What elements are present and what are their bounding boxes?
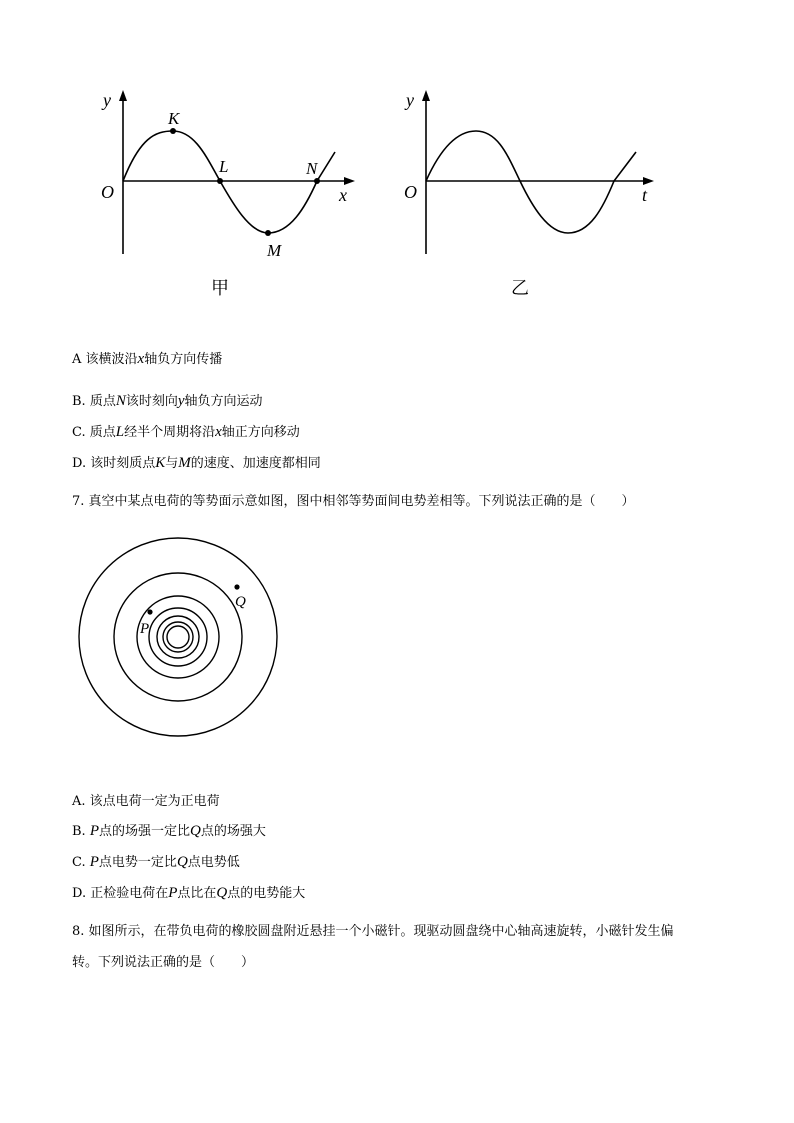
q6-option-a (72, 348, 222, 368)
point-q (234, 584, 239, 589)
q6-c-var1: L (115, 424, 125, 440)
point-k (170, 128, 176, 134)
label-n: N (306, 159, 318, 178)
q6-d-var1: K (155, 455, 166, 471)
equipotential-figure (76, 535, 281, 740)
q6-a-prefix: A 该横波沿 (72, 352, 138, 367)
label-m: M (267, 241, 282, 260)
figure-jia-wave (95, 88, 365, 303)
x-axis-arrow (344, 177, 355, 185)
q7-c-prefix: C. (72, 855, 90, 870)
q7-d-suffix: 点的电势能大 (227, 886, 306, 901)
label-x: x (339, 185, 347, 205)
y-axis-arrow (422, 90, 430, 101)
label-q: Q (235, 594, 246, 610)
q6-option-d (72, 452, 321, 472)
equipotential-ring-7 (167, 626, 189, 648)
q6-c-prefix: C. 质点 (72, 425, 116, 440)
label-p: P (140, 621, 150, 637)
caption-yi: 乙 (511, 278, 529, 298)
q8-stem-line2: 转。下列说法正确的是（ ） (72, 955, 255, 970)
q7-c-var2: Q (176, 854, 188, 870)
q6-c-mid: 经半个周期将沿 (124, 425, 216, 440)
wave-curve (123, 131, 335, 233)
q7-c-mid: 点电势一定比 (98, 855, 177, 870)
label-t: t (642, 185, 648, 205)
label-y: y (103, 90, 111, 110)
q6-option-c (72, 421, 300, 441)
q6-b-prefix: B. 质点 (72, 394, 116, 409)
q6-d-mid: 与 (165, 456, 179, 471)
q6-a-suffix: 轴负方向传播 (144, 352, 223, 367)
q7-d-var1: P (168, 885, 178, 901)
label-y: y (406, 90, 414, 110)
q7-b-var1: P (89, 823, 99, 839)
q7-option-a: A. 该点电荷一定为正电荷 (72, 794, 220, 809)
q7-d-prefix: D. 正检验电荷在 (72, 886, 169, 901)
q7-option-c (72, 851, 240, 871)
point-m (265, 230, 271, 236)
label-o: O (404, 182, 417, 202)
caption-jia: 甲 (211, 278, 229, 298)
point-l (217, 178, 223, 184)
label-k: K (168, 109, 180, 128)
q6-b-mid: 该时刻向 (125, 394, 178, 409)
q7-c-var1: P (89, 854, 99, 870)
q7-b-prefix: B. (72, 824, 90, 839)
point-p (147, 609, 152, 614)
q7-c-suffix: 点电势低 (187, 855, 240, 870)
label-l: L (219, 157, 229, 176)
q6-b-var2: y (177, 393, 185, 409)
figure-yi-vibration (398, 88, 668, 303)
equipotential-ring-2 (114, 573, 242, 701)
q7-option-d (72, 882, 305, 902)
q6-d-suffix: 的速度、加速度都相同 (190, 456, 321, 471)
y-axis-arrow (119, 90, 127, 101)
q7-d-var2: Q (216, 885, 228, 901)
q6-option-b (72, 390, 263, 410)
point-n (314, 178, 320, 184)
q6-b-var1: N (115, 393, 126, 409)
q6-c-suffix: 轴正方向移动 (221, 425, 300, 440)
q7-stem: 7. 真空中某点电荷的等势面示意如图，图中相邻等势面间电势差相等。下列说法正确的是（ ） (72, 494, 635, 509)
t-axis-arrow (643, 177, 654, 185)
vibration-curve (426, 131, 636, 233)
q6-a-var: x (137, 351, 145, 367)
q8-stem-line1: 8. 如图所示，在带负电荷的橡胶圆盘附近悬挂一个小磁针。现驱动圆盘绕中心轴高速旋转，小磁针发生偏 (72, 924, 674, 939)
q6-b-suffix: 轴负方向运动 (184, 394, 263, 409)
q7-d-mid: 点比在 (177, 886, 217, 901)
label-o: O (101, 182, 114, 202)
q6-c-var2: x (215, 424, 222, 440)
equipotential-ring-1 (79, 538, 277, 736)
q6-d-var2: M (178, 455, 191, 471)
q7-b-suffix: 点的场强大 (200, 824, 266, 839)
q7-option-b (72, 820, 266, 840)
q7-b-var2: Q (190, 823, 201, 839)
q6-d-prefix: D. 该时刻质点 (72, 456, 156, 471)
q7-b-mid: 点的场强一定比 (99, 824, 191, 839)
